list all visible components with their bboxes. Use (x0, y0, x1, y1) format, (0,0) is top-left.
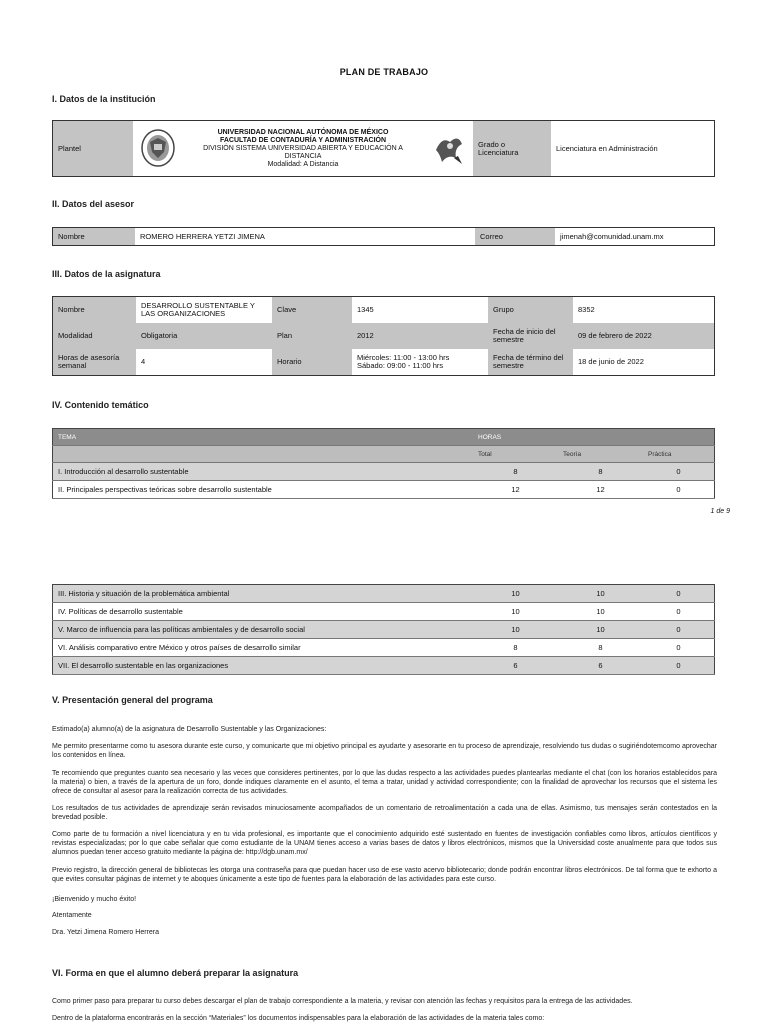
practica-cell: 0 (643, 639, 715, 657)
preparation-paragraph: Dentro de la plataforma encontrarás en la sección “Materiales” los documentos indispensables para la elaboración de las actividades de la materia tales como: (52, 1015, 545, 1022)
total-cell: 10 (473, 603, 558, 621)
practica-cell: 0 (643, 481, 715, 499)
table-row (53, 639, 715, 657)
table-row (53, 657, 715, 675)
practica-cell: 0 (643, 603, 715, 621)
topic-cell: IV. Políticas de desarrollo sustentable (53, 603, 474, 621)
total-header: Total (473, 446, 558, 463)
table-row (53, 463, 715, 481)
modalidad-value: Obligatoria (136, 323, 272, 349)
teoria-cell: 8 (558, 639, 643, 657)
section-heading-institution: I. Datos de la institución (52, 94, 156, 104)
topics-table-page2 (52, 584, 715, 675)
unam-seal-icon (140, 128, 176, 168)
total-cell: 12 (473, 481, 558, 499)
total-cell: 6 (473, 657, 558, 675)
grado-value: Licenciatura en Administración (551, 121, 715, 177)
practica-cell: 0 (643, 621, 715, 639)
topics-table-page1 (52, 428, 715, 499)
advisor-name-value: ROMERO HERRERA YETZI JIMENA (135, 228, 475, 246)
modalidad-label: Modalidad (53, 323, 137, 349)
plantel-label: Plantel (53, 121, 134, 177)
teoria-cell: 10 (558, 621, 643, 639)
section-heading-subject: III. Datos de la asignatura (52, 269, 161, 279)
document-title: PLAN DE TRABAJO (339, 67, 429, 77)
preparation-paragraph: Como primer paso para preparar tu curso debes descargar el plan de trabajo correspondiente a la materia, y revisar con atención las fechas y requisitos para la entrega de las actividades. (52, 998, 633, 1005)
horario-label: Horario (272, 349, 352, 376)
plan-label: Plan (272, 323, 352, 349)
horas-value: 4 (136, 349, 272, 376)
tema-header: TEMA (53, 429, 474, 446)
teoria-cell: 6 (558, 657, 643, 675)
presentation-paragraph: Me permito presentarme como tu asesora durante este curso, y comunicarte que mi objetivo principal es ayudarte y asesorarte en tu proceso de aprendizaje, resolviendo tus dudas o sugiriéndotemcomo aprovechar los contenidos en línea. (52, 743, 717, 759)
advisor-email-label: Correo (475, 228, 555, 246)
termino-value: 18 de junio de 2022 (573, 349, 715, 376)
grado-label: Grado o Licenciatura (473, 121, 551, 177)
subject-table (52, 296, 715, 376)
presentation-paragraph: Te recomiendo que preguntes cuanto sea necesario y las veces que consideres pertinentes, por lo que las dudas respecto a las actividades puedes plantearlas mediante el chat (con los horarios establecidos para la materia) o bien, a través de la apertura de un foro, donde indiques claramente en el asunto, el tema a tratar, unidad y actividad correspondiente; con la finalidad de aprovechar los recursos que el sistema les ofrece de consultar al asesor para la realización correcta de tus actividades. (52, 770, 717, 795)
presentation-paragraph: Dra. Yetzi Jimena Romero Herrera (52, 929, 159, 936)
presentation-paragraph: Previo registro, la dirección general de bibliotecas les otorga una contraseña para que puedan hacer uso de ese vasto acervo bibliotecario; donde podrán encontrar libros electrónicos. De tal forma que te exhorto a que evites consultar páginas de internet y te aboques únicamente a este tipo de fuentes para la elaboración de las actividades para este curso. (52, 867, 717, 883)
fca-logo-icon (430, 128, 466, 168)
practica-cell: 0 (643, 463, 715, 481)
subject-name-label: Nombre (53, 297, 137, 324)
presentation-paragraph: Estimado(a) alumno(a) de la asignatura de Desarrollo Sustentable y las Organizaciones: (52, 726, 327, 733)
practica-cell: 0 (643, 585, 715, 603)
teoria-cell: 12 (558, 481, 643, 499)
presentation-paragraph: Como parte de tu formación a nivel licenciatura y en tu vida profesional, es importante que el conocimiento adquirido esté sustentado en fuentes de investigación confiables como libros, artículos científicos y revistas especializadas; por lo que cabe señalar que como estudiante de la UNAM tienes acceso a varias bases de datos y libros electrónicos, mismos que la Universidad coste anualmente para que todos sus alumnos puedan tener acceso gratuito mediante la página de: http://dgb.unam.mx/ (52, 831, 717, 856)
section-heading-content: IV. Contenido temático (52, 400, 149, 410)
topic-cell: III. Historia y situación de la problemática ambiental (53, 585, 474, 603)
termino-label: Fecha de término del semestre (488, 349, 573, 376)
faculty-name: FACULTAD DE CONTADURÍA Y ADMINISTRACIÓN (219, 136, 387, 144)
subject-name-value: DESARROLLO SUSTENTABLE Y LAS ORGANIZACIONES (136, 297, 272, 324)
topic-cell: VII. El desarrollo sustentable en las organizaciones (53, 657, 474, 675)
table-row (53, 481, 715, 499)
section-heading-preparation: VI. Forma en que el alumno deberá preparar la asignatura (52, 968, 299, 978)
topic-cell: VI. Análisis comparativo entre México y otros países de desarrollo similar (53, 639, 474, 657)
practica-cell: 0 (643, 657, 715, 675)
section-heading-presentation: V. Presentación general del programa (52, 695, 213, 705)
section-heading-advisor: II. Datos del asesor (52, 199, 135, 209)
table-row (53, 621, 715, 639)
topic-cell: V. Marco de influencia para las políticas ambientales y de desarrollo social (53, 621, 474, 639)
table-row (53, 585, 715, 603)
clave-label: Clave (272, 297, 352, 324)
modality-text: Modalidad: A Distancia (267, 160, 339, 168)
grupo-label: Grupo (488, 297, 573, 324)
advisor-name-label: Nombre (53, 228, 136, 246)
teoria-cell: 10 (558, 585, 643, 603)
horario-value (352, 349, 488, 376)
grupo-value: 8352 (573, 297, 715, 324)
horas-header: HORAS (473, 429, 715, 446)
teoria-cell: 10 (558, 603, 643, 621)
topic-cell: II. Principales perspectivas teóricas sobre desarrollo sustentable (53, 481, 474, 499)
total-cell: 8 (473, 639, 558, 657)
presentation-paragraph: ¡Bienvenido y mucho éxito! (52, 896, 137, 903)
inicio-label: Fecha de inicio del semestre (488, 323, 573, 349)
page-number: 1 de 9 (710, 508, 730, 515)
inicio-value: 09 de febrero de 2022 (573, 323, 715, 349)
practica-header: Práctica (643, 446, 715, 463)
advisor-table (52, 227, 715, 246)
total-cell: 10 (473, 621, 558, 639)
teoria-header: Teoría (558, 446, 643, 463)
division-name: DIVISIÓN SISTEMA UNIVERSIDAD ABIERTA Y EDUCACIÓN A DISTANCIA (203, 144, 403, 160)
horario-line-1: Miércoles: 11:00 - 13:00 hrs (357, 353, 450, 362)
topic-cell: I. Introducción al desarrollo sustentable (53, 463, 474, 481)
total-cell: 8 (473, 463, 558, 481)
clave-value: 1345 (352, 297, 488, 324)
table-row (53, 603, 715, 621)
horario-line-2: Sábado: 09:00 - 11:00 hrs (357, 361, 444, 370)
horas-label: Horas de asesoría semanal (53, 349, 137, 376)
total-cell: 10 (473, 585, 558, 603)
advisor-email-value: jimenah@comunidad.unam.mx (555, 228, 715, 246)
university-name: UNIVERSIDAD NACIONAL AUTÓNOMA DE MÉXICO (217, 128, 389, 136)
presentation-paragraph: Los resultados de tus actividades de aprendizaje serán revisados minuciosamente acompañados de un comentario de retroalimentación a cada una de ellas. Asimismo, tus mensajes serán contestados en la brevedad posible. (52, 805, 717, 821)
teoria-cell: 8 (558, 463, 643, 481)
presentation-paragraph: Atentamente (52, 912, 92, 919)
plan-value: 2012 (352, 323, 488, 349)
institution-table (52, 120, 715, 177)
